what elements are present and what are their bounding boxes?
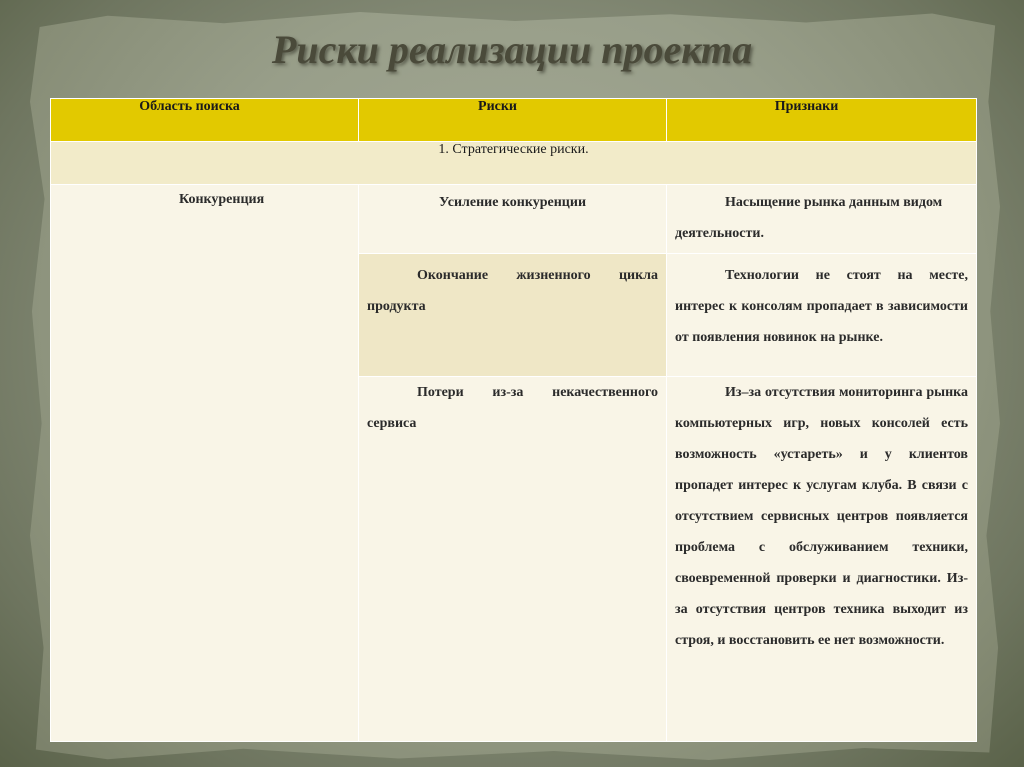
table-row (51, 185, 977, 254)
section-title: 1. Стратегические риски. (51, 142, 977, 185)
sign-text: Технологии не стоят на месте, интерес к консолям пропадает в зависимости от появления новинок на рынке. (675, 268, 968, 345)
risk-label: Потери из-за некачественного сервиса (367, 385, 658, 431)
section-row (51, 142, 977, 185)
risk-cell (359, 254, 667, 377)
header-signs (667, 99, 977, 142)
sign-text: Из–за отсутствия мониторинга рынка компьютерных игр, новых консолей есть возможность «устареть» и у клиентов пропадет интерес к услугам клуба. В связи с отсутствием сервисных центров появляется проблема с обслуживанием техники, своевременной проверки и диагностики. Из- за отсутствия центров техника выходит из строя, и восстановить ее нет возможности. (675, 385, 968, 648)
header-search-area-label: Область поиска (139, 99, 240, 114)
table-header-row (51, 99, 977, 142)
area-label: Конкуренция (179, 192, 265, 207)
risk-cell (359, 185, 667, 254)
slide-title: Риски реализации проекта (271, 27, 753, 72)
risk-label: Усиление конкуренции (438, 195, 587, 210)
header-risks (359, 99, 667, 142)
header-signs-label: Признаки (774, 99, 839, 114)
header-risks-label: Риски (478, 99, 517, 114)
area-cell (51, 185, 359, 742)
risk-table (50, 98, 977, 742)
sign-cell (667, 377, 977, 742)
sign-text: Насыщение рынка данным видом деятельности. (675, 195, 943, 241)
risk-label: Окончание жизненного цикла продукта (367, 268, 658, 314)
risk-cell (359, 377, 667, 742)
header-search-area (51, 99, 359, 142)
sign-cell (667, 185, 977, 254)
sign-cell (667, 254, 977, 377)
